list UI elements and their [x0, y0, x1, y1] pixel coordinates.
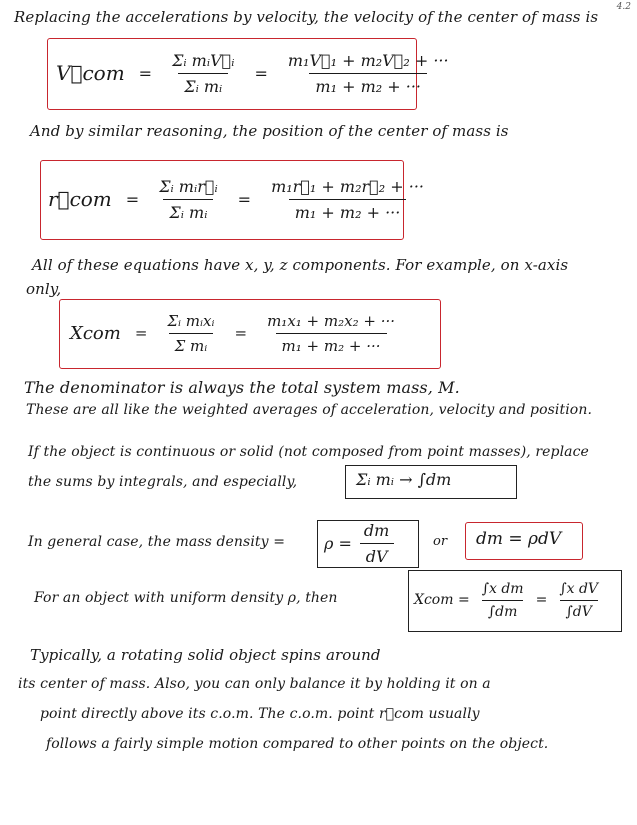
xcom-equation: [70, 304, 407, 362]
rcom-lhs: r⃗com: [48, 187, 112, 211]
text-line-10: Typically, a rotating solid object spins around: [30, 646, 381, 664]
text-line-6: If the object is continuous or solid (not composed from point masses), replace: [28, 444, 589, 460]
text-line-11: its center of mass. Also, you can only balance it by holding it on a: [18, 676, 491, 692]
vcom-lhs: V⃗com: [56, 61, 125, 85]
density-num: dm: [363, 520, 390, 540]
xcom-num-1: Σᵢ mᵢxᵢ: [167, 311, 215, 330]
uniform-density-equation: [414, 574, 610, 626]
xcom-lhs: Xcom: [70, 322, 121, 344]
rcom-num-2: m₁r⃗₁ + m₂r⃗₂ + ···: [271, 176, 424, 196]
rcom-equals-2: =: [237, 189, 252, 209]
sum-to-integral: Σᵢ mᵢ → ∫dm: [356, 470, 452, 489]
page-number: 4.2: [616, 2, 631, 12]
uniform-den-2: ∫dV: [560, 600, 598, 620]
text-line-5: These are all like the weighted averages of acceleration, velocity and position.: [26, 402, 593, 418]
rcom-den-1: Σᵢ mᵢ: [163, 199, 213, 222]
uniform-fraction-1: [476, 581, 530, 620]
uniform-num-2: ∫x dV: [559, 580, 599, 597]
text-line-2: And by similar reasoning, the position of the center of mass is: [30, 122, 509, 140]
uniform-fraction-2: [553, 581, 604, 620]
uniform-den-1: ∫dm: [482, 600, 524, 620]
vcom-fraction-1: [166, 51, 240, 96]
xcom-den-2: m₁ + m₂ + ···: [276, 333, 387, 355]
rcom-fraction-1: [153, 177, 223, 222]
rcom-equals-1: =: [125, 189, 140, 209]
rcom-den-2: m₁ + m₂ + ···: [289, 199, 407, 222]
rcom-equation: [48, 168, 436, 230]
density-lhs: ρ =: [324, 533, 352, 553]
text-line-3a: All of these equations have x, y, z components. For example, on x-axis: [32, 256, 569, 274]
text-line-12: point directly above its c.o.m. The c.o.m. point r⃗com usually: [40, 706, 480, 722]
xcom-fraction-2: [261, 312, 401, 355]
density-den: dV: [360, 543, 394, 566]
density-equation: [324, 520, 401, 566]
text-line-9: For an object with uniform density ρ, then: [34, 590, 338, 606]
text-line-3b: only,: [26, 280, 62, 298]
xcom-equals-2: =: [234, 324, 248, 342]
vcom-num-2: m₁V⃗₁ + m₂V⃗₂ + ···: [287, 50, 449, 70]
or-text: or: [433, 534, 448, 549]
vcom-equals-1: =: [138, 63, 153, 83]
vcom-equals-2: =: [254, 63, 268, 83]
uniform-num-1: ∫x dm: [481, 580, 524, 597]
text-line-7: the sums by integrals, and especially,: [28, 474, 298, 490]
vcom-num-1: Σᵢ mᵢV⃗ᵢ: [172, 50, 235, 70]
density-fraction: [358, 521, 395, 566]
vcom-equation: [56, 44, 461, 102]
uniform-equals: =: [535, 592, 548, 608]
rcom-num-1: Σᵢ mᵢr⃗ᵢ: [159, 176, 218, 196]
vcom-fraction-2: [282, 51, 455, 96]
text-line-8: In general case, the mass density =: [28, 534, 286, 550]
xcom-equals-1: =: [134, 324, 148, 342]
text-line-1: Replacing the accelerations by velocity, the velocity of the center of mass is: [14, 8, 599, 26]
uniform-lhs: Xcom =: [414, 592, 470, 608]
xcom-den-1: Σ mᵢ: [169, 333, 214, 355]
xcom-fraction-1: [161, 312, 220, 355]
text-line-4: The denominator is always the total system mass, M.: [24, 378, 460, 397]
xcom-num-2: m₁x₁ + m₂x₂ + ···: [267, 311, 396, 330]
vcom-den-2: m₁ + m₂ + ···: [309, 73, 427, 96]
rcom-fraction-2: [265, 177, 430, 222]
text-line-13: follows a fairly simple motion compared to other points on the object.: [46, 736, 549, 752]
vcom-den-1: Σᵢ mᵢ: [178, 73, 228, 96]
dm-equation: dm = ρdV: [476, 529, 562, 549]
